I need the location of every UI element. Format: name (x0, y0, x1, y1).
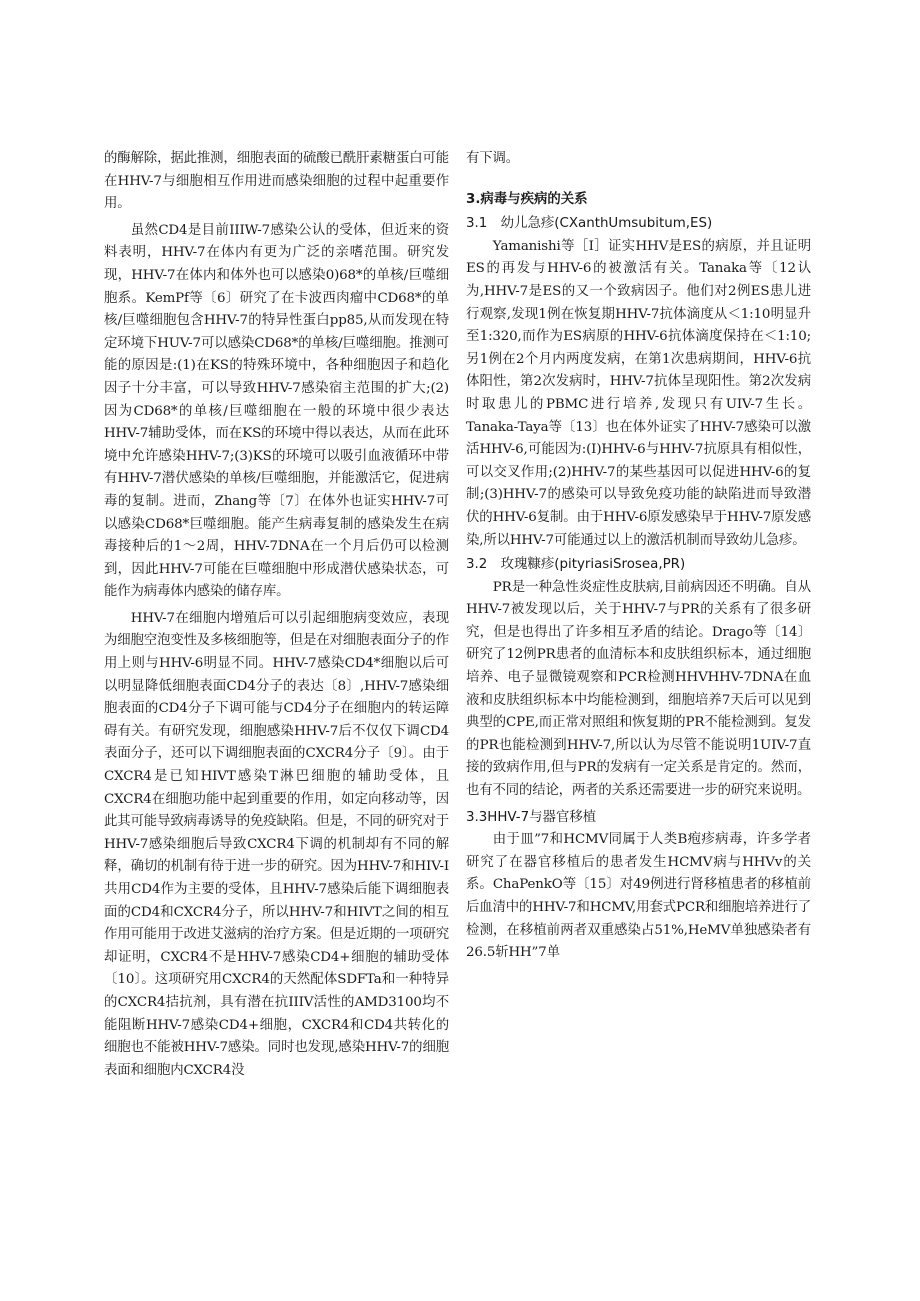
paragraph-es: Yamanishi等［I］证实HHV是ES的病原，并且证明ES的再发与HHV-6的被激活有关。Tanaka等〔12认为,HHV-7是ES的又一个致病因子。他们对2例ES患儿进行观察,发现1例在恢复期HHV-7抗体滴度从＜1:10明显升至1:320,而作为ES病原的HHV-6抗体滴度保持在＜1:10;另1例在2个月内两度发病，在第1次患病期间，HHV-6抗体阳性，第2次发病时，HHV-7抗体呈现阳性。第2次发病时取患儿的PBMC进行培养,发现只有UIV-7生长。Tanaka-Taya等〔13〕也在体外证实了HHV-7感染可以激活HHV-6,可能因为:(I)HHV-6与HHV-7抗原具有相似性，可以交叉作用;(2)HHV-7的某些基因可以促进HHV-6的复制;(3)HHV-7的感染可以导致免疫功能的缺陷进而导致潜伏的HHV-6复制。由于HHV-6原发感染早于HHV-7原发感染,所以HHV-7可能通过以上的激活机制而导致幼儿急疹。 (466, 238, 811, 548)
section-heading: 3.病毒与疾病的关系 (466, 191, 588, 207)
subsection-heading-pr: 3.2 玫瑰糠疹(pityriasiSrosea,PR) (466, 557, 686, 573)
subsection-heading-transplant: 3.3HHV-7与器官移植 (466, 809, 597, 825)
paragraph-cytopathic: HHV-7在细胞内增殖后可以引起细胞病变效应，表现为细胞空泡变性及多核细胞等，但是在对细胞表面分子的作用上则与HHV-6明显不同。HHV-7感染CD4*细胞以后可以明显降低细胞表面CD4分子的表达〔8〕,HHV-7感染细胞表面的CD4分子下调可能与CD4分子在细胞内的转运障碍有关。有研究发现，细胞感染HHV-7后不仅仅下调CD4表面分子，还可以下调细胞表面的CXCR4分子〔9〕。由于CXCR4是已知HIVT感染T淋巴细胞的辅助受体，且CXCR4在细胞功能中起到重要的作用，如定向移动等，因此其可能导致病毒诱导的免疫缺陷。但是，不同的研究对于HHV-7感染细胞后导致CXCR4下调的机制却有不同的解释，确切的机制有待于进一步的研究。因为HHV-7和HIV-I共用CD4作为主要的受体，且HHV-7感染后能下调细胞表面的CD4和CXCR4分子，所以HHV-7和HIVT之间的相互作用可能用于改进艾滋病的治疗方案。但是近期的一项研究却证明，CXCR4不是HHV-7感染CD4+细胞的辅助受体〔10〕。这项研究用CXCR4的天然配体SDFTa和一种特异的CXCR4拮抗剂，具有潜在抗IIIV活性的AMD3100均不能阻断HHV-7感染CD4+细胞，CXCR4和CD4共转化的细胞也不能被HHV-7感染。同时也发现,感染HHV-7的细胞表面和细胞内CXCR4没 (104, 610, 449, 1078)
paragraph-pr: PR是一种急性炎症性皮肤病,目前病因还不明确。自从HHV-7被发现以后，关于HHV-7与PR的关系有了很多研究，但是也得出了许多相互矛盾的结论。Drago等〔14〕研究了12例PR患者的血清标本和皮肤组织标本，通过细胞培养、电子显微镜观察和PCR检测HHVHHV-7DNA在血液和皮肤组织标本中均能检测到，细胞培养7天后可以见到典型的CPE,而正常对照组和恢复期的PR不能检测到。复发的PR也能检测到HHV-7,所以认为尽管不能说明1UIV-7直接的致病作用,但与PR的发病有一定关系是肯定的。然而，也有不同的结论，两者的关系还需要进一步的研究来说明。 (466, 579, 811, 799)
right-column (466, 148, 811, 965)
paragraph-continuation-right: 有下调。 (466, 151, 519, 166)
paragraph-receptor: 虽然CD4是目前IIIW-7感染公认的受体，但近来的资料表明，HHV-7在体内有更为广泛的亲嗜范围。研究发现，HHV-7在体内和体外也可以感染0)68*的单核/巨噬细胞系。KemPf等〔6〕研究了在卡波西肉瘤中CD68*的单核/巨噬细胞包含HHV-7的特异性蛋白pp85,从而发现在特定环境下HUV-7可以感染CD68*的单核/巨噬细胞。推测可能的原因是:(1)在KS的特殊环境中，各种细胞因子和趋化因子十分丰富，可以导致HHV-7感染宿主范围的扩大;(2)因为CD68*的单核/巨噬细胞在一般的环境中很少表达HHV-7辅助受体，而在KS的环境中得以表达，从而在此环境中允许感染HHV-7;(3)KS的环境可以吸引血液循环中带有HHV-7潜伏感染的单核/巨噬细胞，并能激活它，促进病毒的复制。进而，Zhang等〔7〕在体外也证实HHV-7可以感染CD68*巨噬细胞。能产生病毒复制的感染发生在病毒接种后的1～2周，HHV-7DNA在一个月后仍可以检测到，因此HHV-7可能在巨噬细胞中形成潜伏感染状态，可能作为病毒体内感染的储存库。 (104, 222, 449, 600)
paragraph-transplant: 由于皿”7和HCMV同属于人类B疱疹病毒，许多学者研究了在器官移植后的患者发生HCMV病与HHVv的关系。ChaPenkO等〔15〕对49例进行肾移植患者的移植前后血清中的HHV-7和HCMV,用套式PCR和细胞培养进行了检测，在移植前两者双重感染占51%,HeMV单独感染者有26.5斩HH”7单 (466, 832, 811, 961)
subsection-heading-es: 3.1 幼儿急疹(CXanthUmsubitum,ES) (466, 216, 713, 232)
paragraph-continuation: 的酶解除，据此推测，细胞表面的硫酸已酰肝素糖蛋白可能在HHV-7与细胞相互作用进而感染细胞的过程中起重要作用。 (104, 151, 449, 212)
left-column (104, 148, 449, 1082)
